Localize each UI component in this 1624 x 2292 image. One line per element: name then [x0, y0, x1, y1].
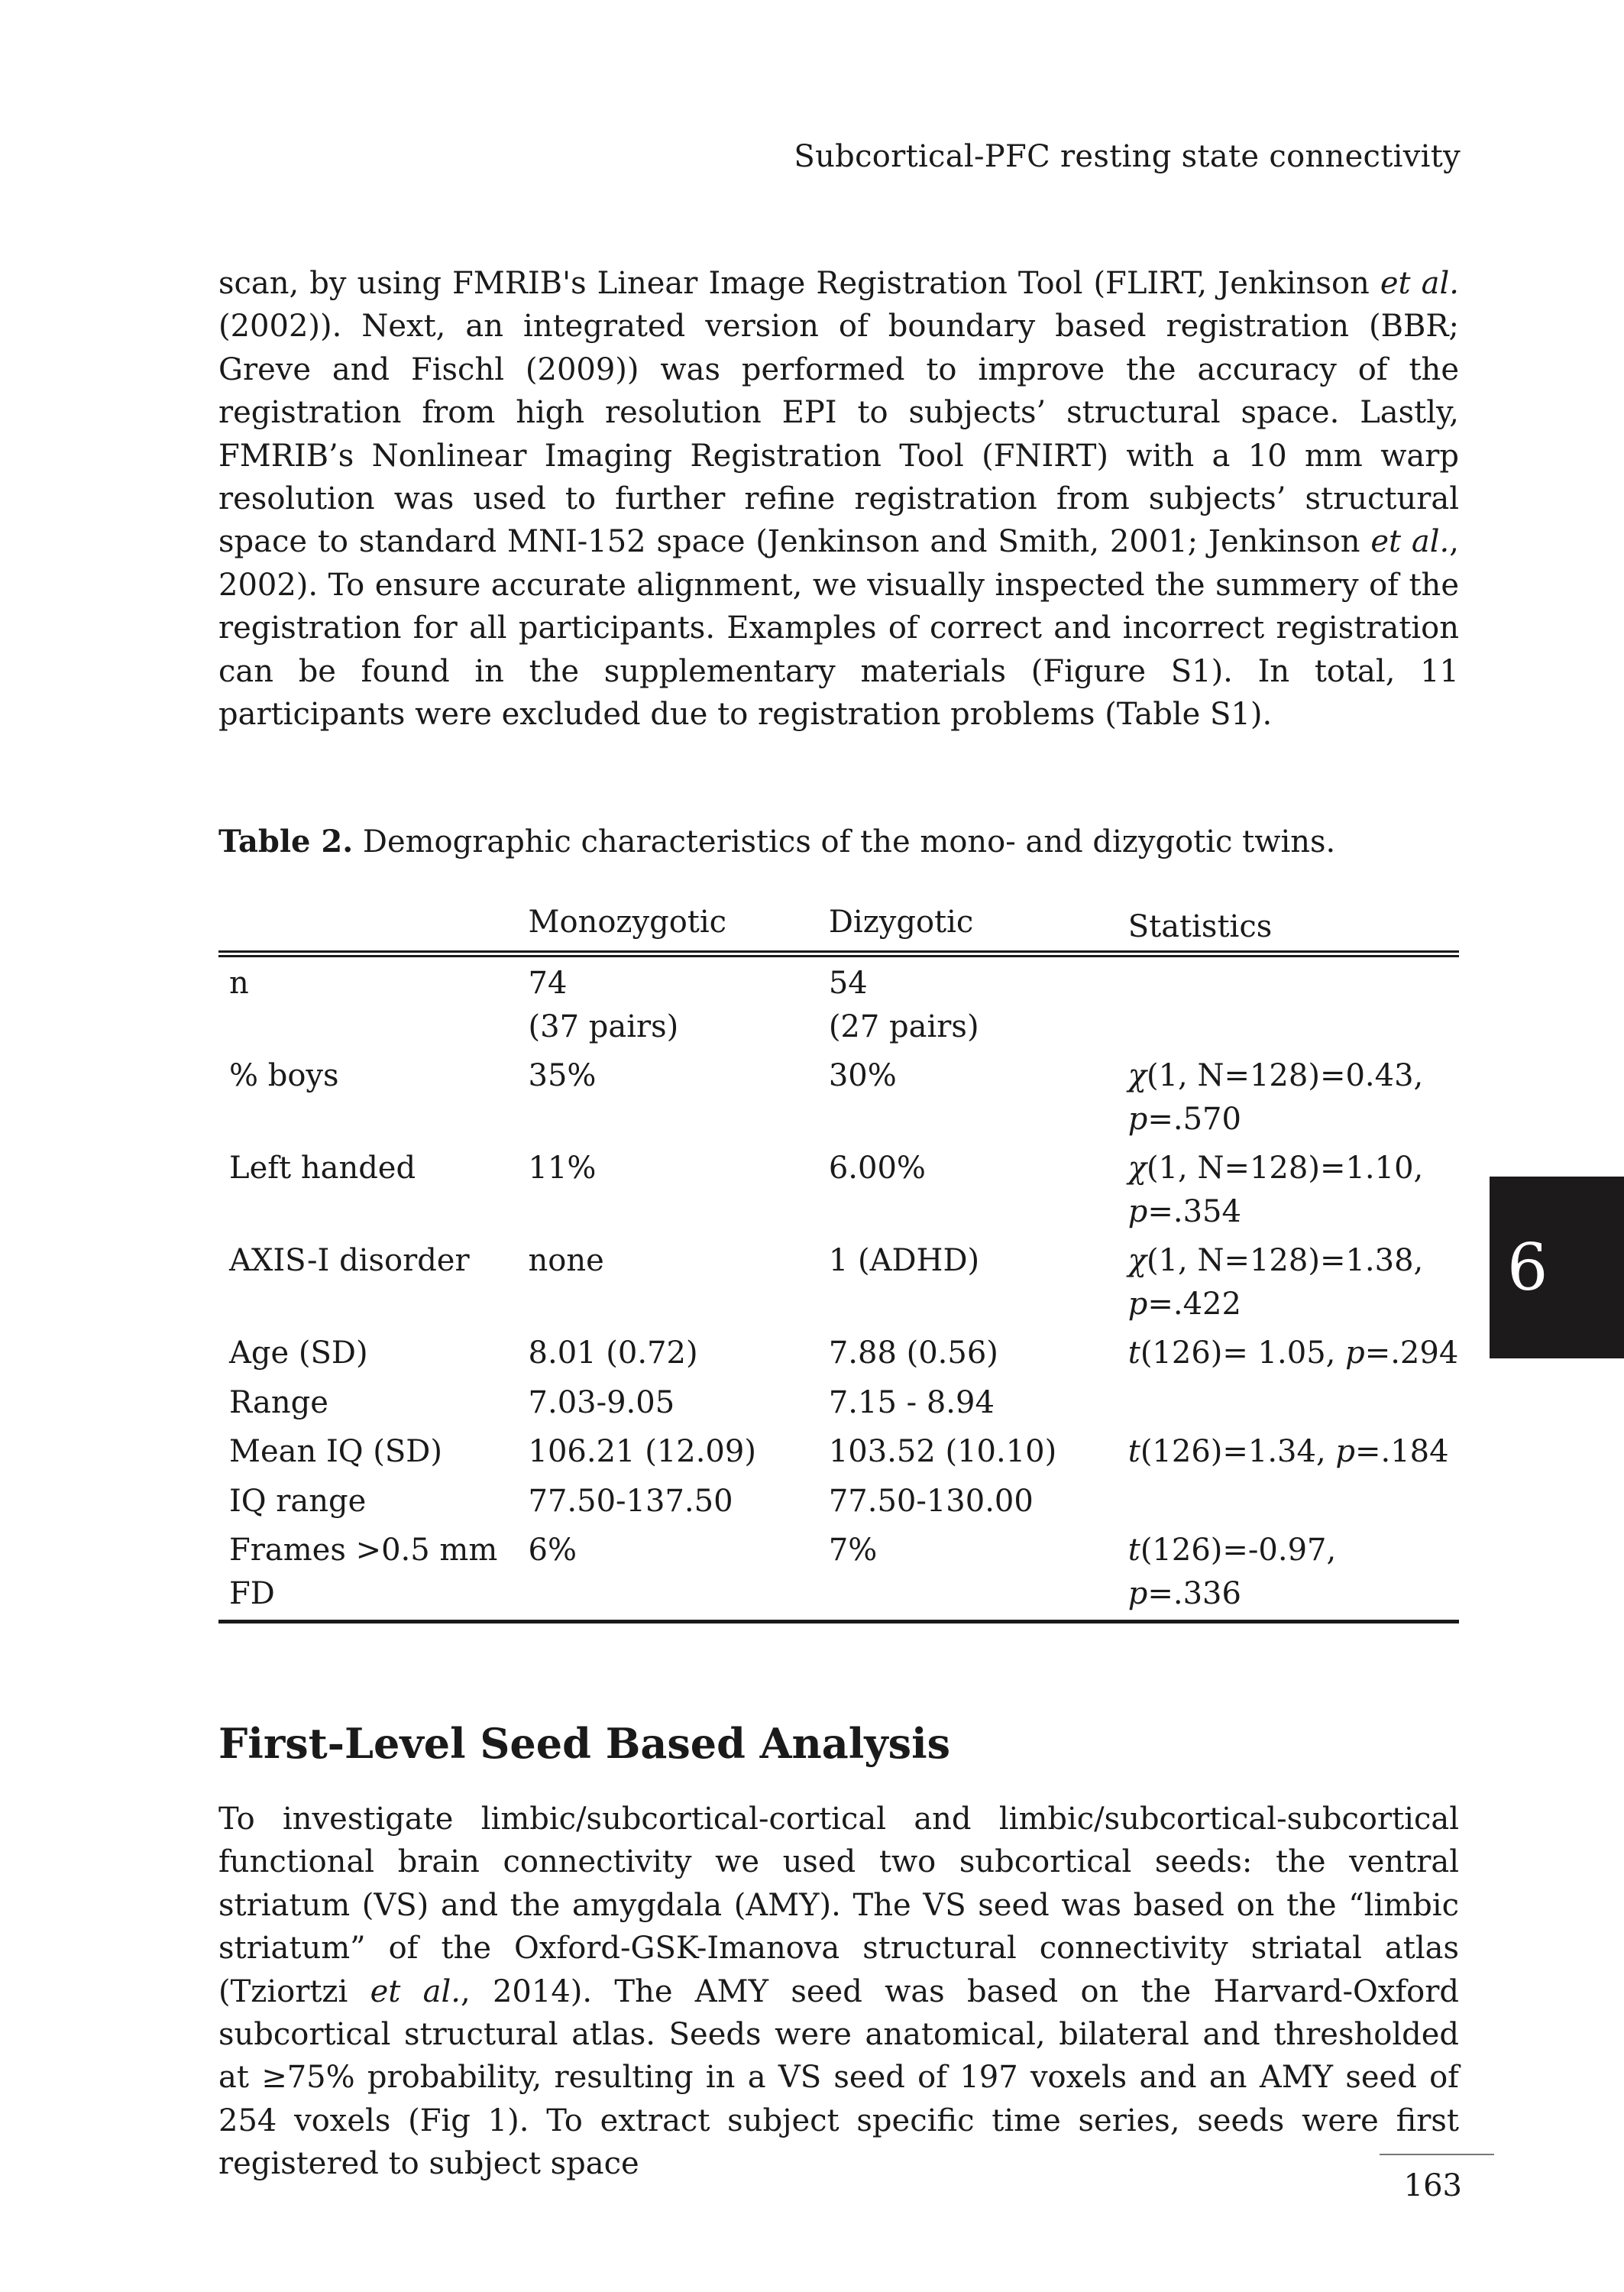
- cell-dizygotic: 7%: [829, 1529, 1128, 1622]
- table-row: [218, 1529, 1459, 1622]
- italic-text: p: [1127, 1286, 1148, 1322]
- table-caption-label: Table 2.: [218, 824, 354, 860]
- italic-text: χ: [1127, 1058, 1147, 1093]
- text-run: =.422: [1147, 1286, 1241, 1322]
- row-label: Age (SD): [229, 1335, 368, 1371]
- cell-statistics: [1128, 1239, 1459, 1332]
- cell-statistics: [1128, 1332, 1459, 1381]
- row-label: IQ range: [229, 1483, 367, 1519]
- cell-dizygotic: 1 (ADHD): [828, 1243, 980, 1278]
- table-row: [218, 1239, 1459, 1332]
- cell-dizygotic: 7.88 (0.56): [828, 1335, 998, 1371]
- table-row: [218, 1381, 1459, 1431]
- cell-monozygotic: 11%: [528, 1151, 597, 1186]
- text-run: To investigate limbic/subcortical-cortical and limbic/subcortical-subcortical functional brain connectivity we used two subcortical seeds: the ventral striatum (VS) and the amygdala (AMY). The VS seed was based on the “limbic striatum” of the Oxford-GSK-Imanova structural connectivity striatal atlas (Tziortzi: [218, 1802, 1459, 2009]
- table-row: [218, 1332, 1459, 1381]
- italic-text: t: [1127, 1335, 1140, 1371]
- chapter-tab: [1490, 1177, 1624, 1358]
- italic-text: p: [1127, 1193, 1148, 1229]
- italic-text: t: [1127, 1533, 1140, 1568]
- text-run: (1, N=128)=1.10,: [1146, 1151, 1424, 1186]
- text-run: =.354: [1147, 1193, 1241, 1229]
- table-row: [218, 954, 1459, 1055]
- chapter-number: 6: [1507, 1230, 1548, 1305]
- table-header-row: [218, 895, 1459, 954]
- italic-text: p: [1127, 1575, 1148, 1611]
- cell-monozygotic: 6%: [529, 1529, 829, 1622]
- cell-statistics: [1128, 1529, 1459, 1622]
- page-number: 163: [1403, 2168, 1462, 2203]
- row-label: n: [229, 966, 249, 1001]
- column-header-statistics: Statistics: [1128, 895, 1459, 954]
- cell-dizygotic: 54 (27 pairs): [828, 966, 979, 1044]
- row-label: Left handed: [229, 1151, 416, 1186]
- cell-statistics: [1128, 954, 1459, 1055]
- table-row: [218, 1430, 1459, 1480]
- row-label: AXIS-I disorder: [229, 1243, 470, 1278]
- cell-dizygotic: 6.00%: [828, 1151, 926, 1186]
- text-run: (126)= 1.05,: [1140, 1335, 1346, 1371]
- text-run: (1, N=128)=0.43,: [1146, 1058, 1424, 1093]
- cell-statistics: [1128, 1430, 1459, 1480]
- cell-monozygotic: 35%: [528, 1058, 597, 1093]
- italic-text: χ: [1127, 1151, 1147, 1186]
- cell-monozygotic: 77.50-137.50: [528, 1483, 733, 1519]
- paragraph-registration: [218, 262, 1459, 736]
- text-run: (1, N=128)=1.38,: [1146, 1243, 1424, 1278]
- text-run: , 2002). To ensure accurate alignment, we visually inspected the summery of the registration for all participants. Examples of correct and incorrect registration can be found in the supplementary materials (Figure S1). In total, 11 participants were excluded due to registration problems (Table S1).: [218, 524, 1459, 733]
- cell-dizygotic: 7.15 - 8.94: [828, 1384, 995, 1420]
- text-run: , 2014). The AMY seed was based on the Harvard-Oxford subcortical structural atlas. Seeds were anatomical, bilateral and thresholded at ≥75% probability, resulting in a VS seed of 197 voxels and an AMY seed of 254 voxels (Fig 1). To extract subject specific time series, seeds were first registered to subject space: [218, 1973, 1459, 2182]
- cell-dizygotic: 30%: [828, 1058, 897, 1093]
- text-run: =.294: [1364, 1335, 1459, 1371]
- table-row: [218, 1147, 1459, 1239]
- text-run: =.570: [1147, 1101, 1241, 1137]
- cell-monozygotic: 74 (37 pairs): [528, 966, 679, 1044]
- cell-statistics: [1128, 1381, 1459, 1431]
- cell-monozygotic: 7.03-9.05: [528, 1384, 675, 1420]
- table-row: [218, 1480, 1459, 1530]
- cell-statistics: [1128, 1480, 1459, 1530]
- text-run: (2002)). Next, an integrated version of boundary based registration (BBR; Greve and Fischl (2009)) was performed to improve the accuracy of the registration from high resolution EPI to subjects’ structural space. Lastly, FMRIB’s Nonlinear Imaging Registration Tool (FNIRT) with a 10 mm warp resolution was used to further refine registration from subjects’ structural space to standard MNI-152 space (Jenkinson and Smith, 2001; Jenkinson: [218, 309, 1459, 560]
- row-label: Frames >0.5 mm FD: [218, 1529, 529, 1622]
- text-run: (126)=-0.97,: [1140, 1533, 1337, 1568]
- column-header-monozygotic: Monozygotic: [529, 895, 829, 954]
- cell-statistics: [1128, 1054, 1459, 1147]
- italic-text: t: [1127, 1434, 1140, 1469]
- section-heading: First-Level Seed Based Analysis: [218, 1719, 950, 1768]
- text-run: (126)=1.34,: [1140, 1434, 1336, 1469]
- cell-dizygotic: 103.52 (10.10): [828, 1434, 1057, 1469]
- paragraph-seed-analysis: [218, 1798, 1459, 2186]
- row-label: Mean IQ (SD): [229, 1434, 442, 1469]
- demographics-table: [218, 895, 1459, 1624]
- text-run: =.336: [1147, 1575, 1241, 1611]
- text-run: scan, by using FMRIB's Linear Image Registration Tool (FLIRT, Jenkinson: [218, 266, 1380, 301]
- table-caption-text: Demographic characteristics of the mono- and dizygotic twins.: [353, 824, 1336, 860]
- running-head-title: Subcortical-PFC resting state connectivity: [794, 139, 1461, 174]
- cell-dizygotic: 77.50-130.00: [828, 1483, 1034, 1519]
- row-label: % boys: [229, 1058, 339, 1093]
- cell-statistics: [1128, 1147, 1459, 1239]
- table-row: [218, 1054, 1459, 1147]
- table-caption: [218, 822, 1335, 862]
- italic-text: p: [1335, 1434, 1355, 1469]
- italic-text: p: [1127, 1101, 1148, 1137]
- column-header-label: [218, 895, 529, 954]
- table-body: [218, 954, 1459, 1622]
- italic-text: et al.: [370, 1973, 461, 2009]
- italic-text: χ: [1127, 1243, 1147, 1278]
- italic-text: et al.: [1380, 266, 1459, 301]
- text-run: =.184: [1355, 1434, 1449, 1469]
- column-header-dizygotic: Dizygotic: [829, 895, 1128, 954]
- cell-monozygotic: 106.21 (12.09): [528, 1434, 756, 1469]
- cell-monozygotic: none: [528, 1243, 604, 1278]
- italic-text: p: [1345, 1335, 1365, 1371]
- italic-text: et al.: [1370, 524, 1450, 560]
- cell-monozygotic: 8.01 (0.72): [528, 1335, 698, 1371]
- row-label: Range: [229, 1384, 328, 1420]
- footer-rule: [1380, 2154, 1494, 2155]
